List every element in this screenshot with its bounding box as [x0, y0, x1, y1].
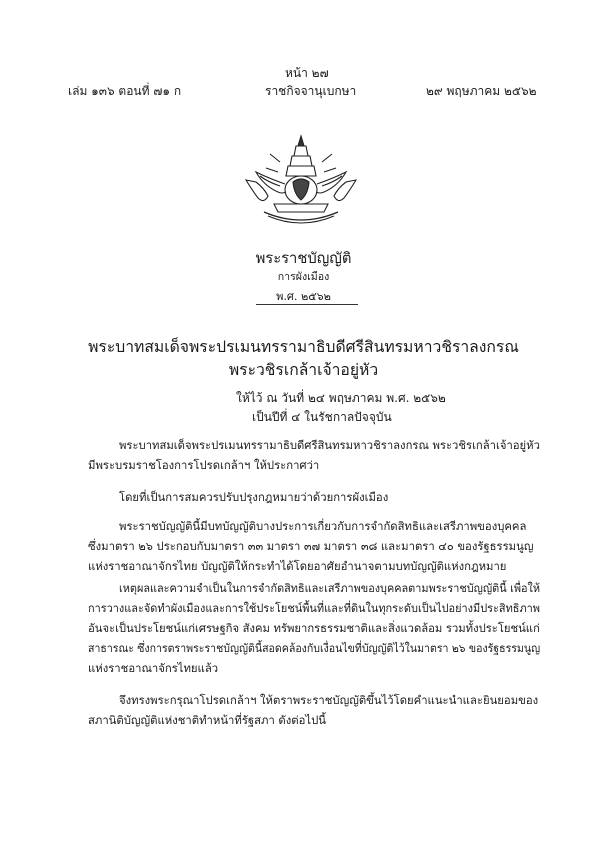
king-name-line1: พระบาทสมเด็จพระปรเมนทรรามาธิบดีศรีสินทรมหาวชิราลงกรณ: [88, 337, 519, 356]
body-line: เหตุผลและความจำเป็นในการจำกัดสิทธิและเสรีภาพของบุคคลตามพระราชบัญญัตินี้ เพื่อให้: [119, 582, 541, 595]
publication-date: ๒๙ พฤษภาคม ๒๕๖๒: [426, 84, 537, 98]
body-line: อันจะเป็นประโยชน์แก่เศรษฐกิจ สังคม ทรัพยากรธรรมชาติและสิ่งแวดล้อม รวมทั้งประโยชน์แก่: [88, 622, 540, 635]
body-line: พระบาทสมเด็จพระปรเมนทรรามาธิบดีศรีสินทรมหาวชิราลงกรณ พระวชิรเกล้าเจ้าอยู่หัว: [119, 439, 540, 452]
body-line: พระราชบัญญัตินี้มีบทบัญญัติบางประการเกี่ยวกับการจำกัดสิทธิและเสรีภาพของบุคคล: [119, 520, 527, 533]
given-date: ให้ไว้ ณ วันที่ ๒๔ พฤษภาคม พ.ศ. ๒๕๖๒: [236, 391, 446, 405]
gazette-name: ราชกิจจานุเบกษา: [265, 84, 357, 98]
reign-year: เป็นปีที่ ๔ ในรัชกาลปัจจุบัน: [252, 410, 392, 424]
body-line: มีพระบรมราชโองการโปรดเกล้าฯ ให้ประกาศว่า: [88, 459, 320, 472]
act-year: พ.ศ. ๒๕๖๒: [276, 290, 331, 303]
act-subject: การผังเมือง: [277, 271, 330, 283]
body-line: ซึ่งมาตรา ๒๖ ประกอบกับมาตรา ๓๓ มาตรา ๓๗ มาตรา ๓๘ และมาตรา ๔๐ ของรัฐธรรมนูญ: [88, 540, 534, 553]
body-line: แห่งราชอาณาจักรไทย บัญญัติให้กระทำได้โดยอาศัยอำนาจตามบทบัญญัติแห่งกฎหมาย: [88, 560, 507, 573]
document-type: พระราชบัญญัติ: [255, 250, 352, 267]
page-number: หน้า ๒๗: [285, 66, 329, 80]
divider: [256, 304, 358, 305]
body-line: แห่งราชอาณาจักรไทยแล้ว: [88, 662, 219, 675]
royal-emblem-icon: [238, 132, 364, 228]
volume-issue: เล่ม ๑๓๖ ตอนที่ ๗๑ ก: [68, 84, 182, 98]
body-line: สาธารณะ ซึ่งการตราพระราชบัญญัตินี้สอดคล้องกับเงื่อนไขที่บัญญัติไว้ในมาตรา ๒๖ ของรัฐธรรมนูญ: [88, 642, 541, 655]
body-line: สภานิติบัญญัติแห่งชาติทำหน้าที่รัฐสภา ดังต่อไปนี้: [88, 714, 326, 727]
body-line: การวางและจัดทำผังเมืองและการใช้ประโยชน์พื้นที่และที่ดินในทุกระดับเป็นไปอย่างมีประสิทธิภาพ: [88, 602, 541, 615]
body-line: โดยที่เป็นการสมควรปรับปรุงกฎหมายว่าด้วยการผังเมือง: [119, 491, 389, 504]
king-name-line2: พระวชิรเกล้าเจ้าอยู่หัว: [228, 360, 379, 379]
body-line: จึงทรงพระกรุณาโปรดเกล้าฯ ให้ตราพระราชบัญญัติขึ้นไว้โดยคำแนะนำและยินยอมของ: [119, 694, 539, 707]
